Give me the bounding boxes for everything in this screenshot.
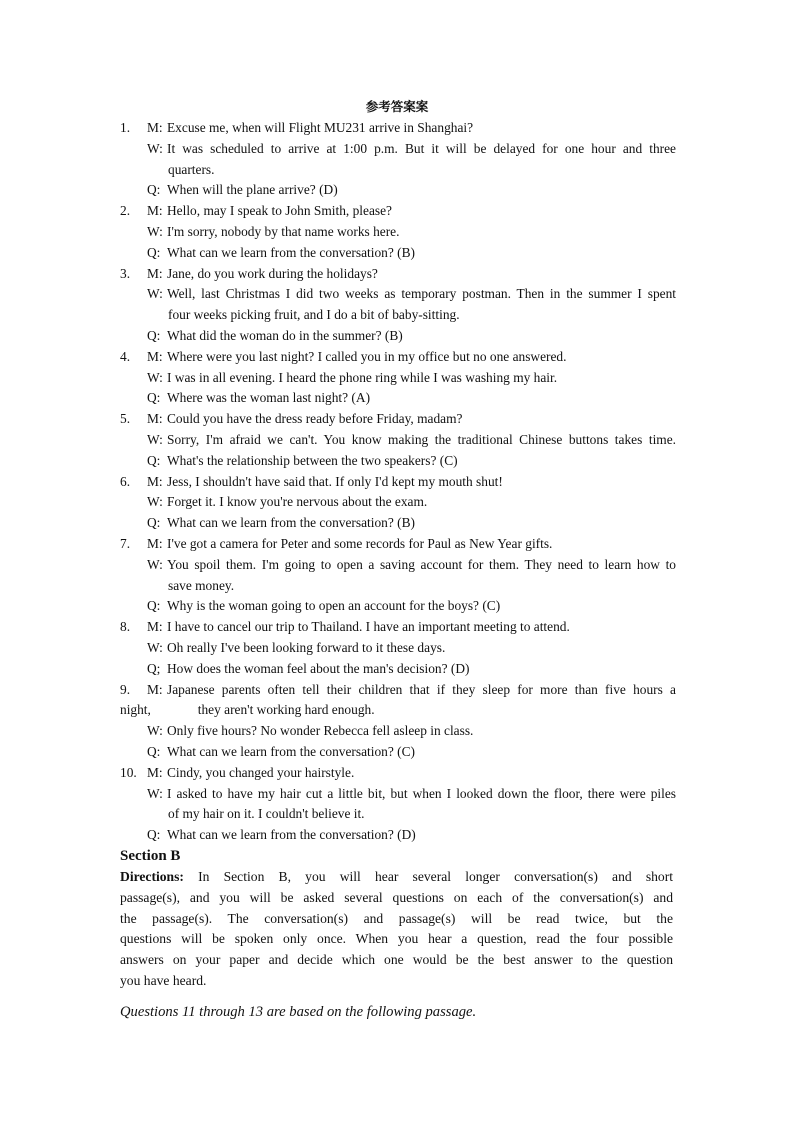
item-line (120, 596, 676, 617)
speaker-label: W: (147, 223, 163, 239)
speaker-label: M: (147, 411, 163, 427)
item-line (120, 472, 676, 493)
item-number: 6. (120, 473, 131, 489)
item-line (120, 264, 676, 285)
speaker-label: Q: (147, 244, 161, 260)
dialogue-text: Hello, may I speak to John Smith, please? (167, 203, 392, 219)
dialogue-text: Jess, I shouldn't have said that. If only I'd kept my mouth shut! (167, 473, 503, 489)
item-line (120, 180, 676, 201)
speaker-label: M: (147, 348, 163, 364)
item-line (120, 576, 676, 597)
dialogue-text: Well, last Christmas I did two weeks as temporary postman. Then in the summer I spent (167, 286, 676, 302)
speaker-label: W: (147, 556, 163, 572)
directions-text: In Section B, you will hear several longer conversation(s) and short (198, 869, 674, 884)
item-line (120, 784, 676, 805)
item-line (120, 638, 676, 659)
directions-line (120, 971, 673, 992)
page-title: 参考答案案 (365, 99, 429, 114)
speaker-label: W: (147, 140, 163, 156)
directions-text: the passage(s). The conversation(s) and passage(s) will be read twice, but the (120, 910, 673, 926)
speaker-label: Q: (147, 598, 161, 614)
speaker-label: W: (147, 639, 163, 655)
item-line (120, 243, 676, 264)
directions-text: you have heard. (120, 972, 207, 988)
dialogue-text: What can we learn from the conversation? (D) (167, 827, 416, 843)
speaker-label: Q: (147, 452, 161, 468)
dialogue-text: Why is the woman going to open an account for the boys? (C) (167, 598, 501, 614)
speaker-label: Q: (147, 515, 161, 531)
item-line (120, 118, 676, 139)
dialogue-text: You spoil them. I'm going to open a saving account for them. They need to learn how to (167, 556, 676, 572)
directions-label: Directions: (120, 869, 184, 884)
speaker-label: W: (147, 369, 163, 385)
item-line (120, 513, 676, 534)
item-number: 8. (120, 619, 131, 635)
speaker-label: M: (147, 203, 163, 219)
speaker-label: M: (147, 681, 163, 697)
item-line (120, 763, 676, 784)
speaker-label: Q: (147, 743, 161, 759)
dialogue-text: I was in all evening. I heard the phone ring while I was washing my hair. (167, 369, 558, 385)
dialogue-text: When will the plane arrive? (D) (167, 182, 338, 198)
wrapped-text: night, they aren't working hard enough. (120, 702, 375, 718)
dialogue-text: What can we learn from the conversation? (B) (167, 515, 415, 531)
dialogue-text: Excuse me, when will Flight MU231 arrive in Shanghai? (167, 120, 474, 135)
item-number: 10. (120, 764, 137, 780)
continuation-text: four weeks picking fruit, and I do a bit of baby-sitting. (168, 307, 460, 323)
item-line (120, 201, 676, 222)
section-b-heading: Section B (120, 848, 181, 864)
directions-text: passage(s), and you will be asked several questions on each of the conversation(s) and (120, 889, 673, 905)
speaker-label: W: (147, 723, 163, 739)
dialogue-text: What can we learn from the conversation? (B) (167, 244, 415, 260)
directions-line (120, 867, 673, 888)
dialogue-text: Jane, do you work during the holidays? (167, 265, 378, 281)
dialogue-text: I'm sorry, nobody by that name works here. (167, 223, 400, 239)
item-number: 4. (120, 348, 131, 364)
dialogue-text: Sorry, I'm afraid we can't. You know making the traditional Chinese buttons takes time. (167, 431, 676, 447)
continuation-text: quarters. (168, 161, 215, 177)
directions-text: answers on your paper and decide which one would be the best answer to the question (120, 952, 673, 968)
dialogue-text: Where were you last night? I called you in my office but no one answered. (167, 348, 567, 364)
item-line (120, 742, 676, 763)
dialogue-text: Oh really I've been looking forward to it these days. (167, 639, 446, 655)
speaker-label: M: (147, 265, 163, 281)
dialogue-text: Forget it. I know you're nervous about the exam. (167, 494, 428, 510)
item-line (120, 700, 676, 721)
item-line (120, 451, 676, 472)
dialogue-text: Where was the woman last night? (A) (167, 390, 371, 406)
speaker-label: M: (147, 535, 163, 551)
item-line (120, 492, 676, 513)
directions-line (120, 950, 673, 971)
item-line (120, 388, 676, 409)
speaker-label: M: (147, 619, 163, 635)
dialogue-text: Japanese parents often tell their children that if they sleep for more than five hours a (167, 681, 676, 697)
item-line (120, 555, 676, 576)
speaker-label: Q: (147, 390, 161, 406)
directions-text: questions will be spoken only once. When you hear a question, read the four possible (120, 931, 673, 947)
item-line (120, 222, 676, 243)
item-line (120, 347, 676, 368)
item-line (120, 430, 676, 451)
item-number: 7. (120, 535, 131, 551)
dialogue-text: What's the relationship between the two speakers? (C) (167, 452, 458, 468)
speaker-label: Q; (147, 660, 161, 676)
directions-block (120, 867, 673, 992)
item-number: 5. (120, 411, 131, 427)
speaker-label: M: (147, 764, 163, 780)
dialogue-text: Could you have the dress ready before Friday, madam? (167, 411, 463, 427)
item-number: 9. (120, 681, 131, 697)
dialogue-text: How does the woman feel about the man's decision? (D) (167, 660, 470, 676)
item-number: 2. (120, 203, 131, 219)
item-line (120, 804, 676, 825)
item-line (120, 617, 676, 638)
item-number: 1. (120, 120, 131, 135)
item-line (120, 139, 676, 160)
speaker-label: W: (147, 494, 163, 510)
item-number: 3. (120, 265, 131, 281)
item-line (120, 284, 676, 305)
directions-line (120, 888, 673, 909)
item-line (120, 160, 676, 181)
speaker-label: M: (147, 473, 163, 489)
questions-note: Questions 11 through 13 are based on the following passage. (120, 1004, 477, 1020)
dialogue-text: I have to cancel our trip to Thailand. I have an important meeting to attend. (167, 619, 570, 635)
item-line (120, 721, 676, 742)
directions-line (120, 929, 673, 950)
answer-items-list (120, 118, 676, 846)
dialogue-text: It was scheduled to arrive at 1:00 p.m. But it will be delayed for one hour and three (167, 140, 676, 156)
item-line (120, 534, 676, 555)
item-line (120, 409, 676, 430)
directions-line (120, 909, 673, 930)
item-line (120, 680, 676, 701)
item-line (120, 659, 676, 680)
speaker-label: Q: (147, 327, 161, 343)
speaker-label: W: (147, 785, 163, 801)
speaker-label: W: (147, 286, 163, 302)
dialogue-text: What can we learn from the conversation? (C) (167, 743, 415, 759)
dialogue-text: I asked to have my hair cut a little bit, but when I looked down the floor, there were piles (167, 785, 676, 801)
item-line (120, 305, 676, 326)
dialogue-text: I've got a camera for Peter and some records for Paul as New Year gifts. (167, 535, 553, 551)
continuation-text: of my hair on it. I couldn't believe it. (168, 806, 365, 822)
item-line (120, 825, 676, 846)
speaker-label: M: (147, 120, 163, 135)
speaker-label: Q: (147, 182, 161, 198)
dialogue-text: What did the woman do in the summer? (B) (167, 327, 403, 343)
dialogue-text: Cindy, you changed your hairstyle. (167, 764, 355, 780)
continuation-text: save money. (168, 577, 235, 593)
item-line (120, 368, 676, 389)
item-line (120, 326, 676, 347)
dialogue-text: Only five hours? No wonder Rebecca fell asleep in class. (167, 723, 474, 739)
speaker-label: W: (147, 431, 163, 447)
speaker-label: Q: (147, 827, 161, 843)
